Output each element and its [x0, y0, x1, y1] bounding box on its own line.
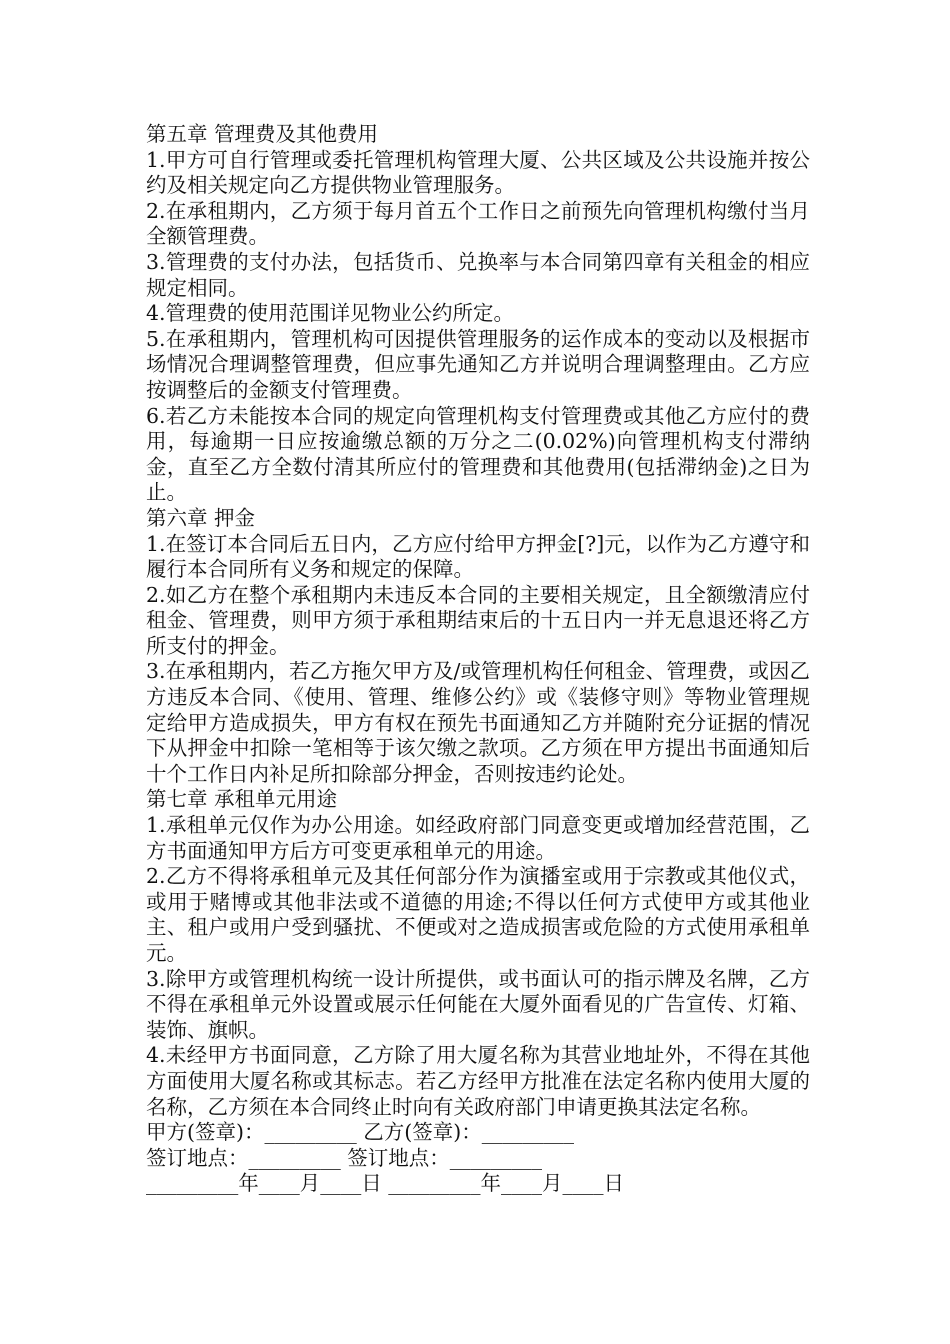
- signature-parties-line: 甲方(签章)：_________ 乙方(签章)：_________: [146, 1120, 575, 1145]
- signature-date-line: _________年____月____日 _________年____月____日: [146, 1171, 625, 1196]
- chapter-7-heading: 第七章 承租单元用途: [146, 787, 338, 812]
- signature-location-line: 签订地点：_________ 签订地点：_________: [146, 1145, 543, 1170]
- chapter-7-clause-2: 2.乙方不得将承租单元及其任何部分作为演播室或用于宗教或其他仪式，或用于赌博或其他非法或不道德的用途;不得以任何方式使甲方或其他业主、租户或用户受到骚扰、不便或对之造成损害或危险的方式使用承租单元。: [146, 864, 810, 965]
- chapter-7-clause-3: 3.除甲方或管理机构统一设计所提供，或书面认可的指示牌及名牌，乙方不得在承租单元外设置或展示任何能在大厦外面看见的广告宣传、灯箱、装饰、旗帜。: [146, 966, 810, 1042]
- chapter-6-heading: 第六章 押金: [146, 505, 256, 530]
- chapter-6-clause-2: 2.如乙方在整个承租期内未违反本合同的主要相关规定，且全额缴清应付租金、管理费，则甲方须于承租期结束后的十五日内一并无息退还将乙方所支付的押金。: [146, 582, 810, 658]
- chapter-5-heading: 第五章 管理费及其他费用: [146, 122, 379, 146]
- chapter-7-clause-1: 1.承租单元仅作为办公用途。如经政府部门同意变更或增加经营范围，乙方书面通知甲方后方可变更承租单元的用途。: [146, 813, 810, 863]
- chapter-6-clause-3: 3.在承租期内，若乙方拖欠甲方及/或管理机构任何租金、管理费，或因乙方违反本合同、《使用、管理、维修公约》或《装修守则》等物业管理规定给甲方造成损失，甲方有权在预先书面通知乙方并随附充分证据的情况下从押金中扣除一笔相等于该欠缴之款项。乙方须在甲方提出书面通知后十个工作日内补足所扣除部分押金，否则按违约论处。: [146, 659, 810, 786]
- chapter-5-clause-3: 3.管理费的支付办法，包括货币、兑换率与本合同第四章有关租金的相应规定相同。: [146, 249, 810, 300]
- chapter-6-clause-1: 1.在签订本合同后五日内，乙方应付给甲方押金[?]元，以作为乙方遵守和履行本合同所有义务和规定的保障。: [146, 531, 810, 582]
- chapter-5-clause-1: 1.甲方可自行管理或委托管理机构管理大厦、公共区域及公共设施并按公约及相关规定向乙方提供物业管理服务。: [146, 147, 810, 198]
- chapter-7-clause-4: 4.未经甲方书面同意，乙方除了用大厦名称为其营业地址外，不得在其他方面使用大厦名称或其标志。若乙方经甲方批准在法定名称内使用大厦的名称，乙方须在本合同终止时向有关政府部门申请更换其法定名称。: [146, 1043, 810, 1119]
- document-body: [146, 122, 810, 1197]
- chapter-5-clause-5: 5.在承租期内，管理机构可因提供管理服务的运作成本的变动以及根据市场情况合理调整管理费，但应事先通知乙方并说明合理调整理由。乙方应按调整后的金额支付管理费。: [146, 326, 810, 402]
- chapter-5-clause-6: 6.若乙方未能按本合同的规定向管理机构支付管理费或其他乙方应付的费用，每逾期一日应按逾缴总额的万分之二(0.02%)向管理机构支付滞纳金，直至乙方全数付清其所应付的管理费和其他费用(包括滞纳金)之日为止。: [146, 403, 810, 505]
- chapter-5-clause-4: 4.管理费的使用范围详见物业公约所定。: [146, 301, 515, 326]
- chapter-5-clause-2: 2.在承租期内，乙方须于每月首五个工作日之前预先向管理机构缴付当月全额管理费。: [146, 198, 810, 249]
